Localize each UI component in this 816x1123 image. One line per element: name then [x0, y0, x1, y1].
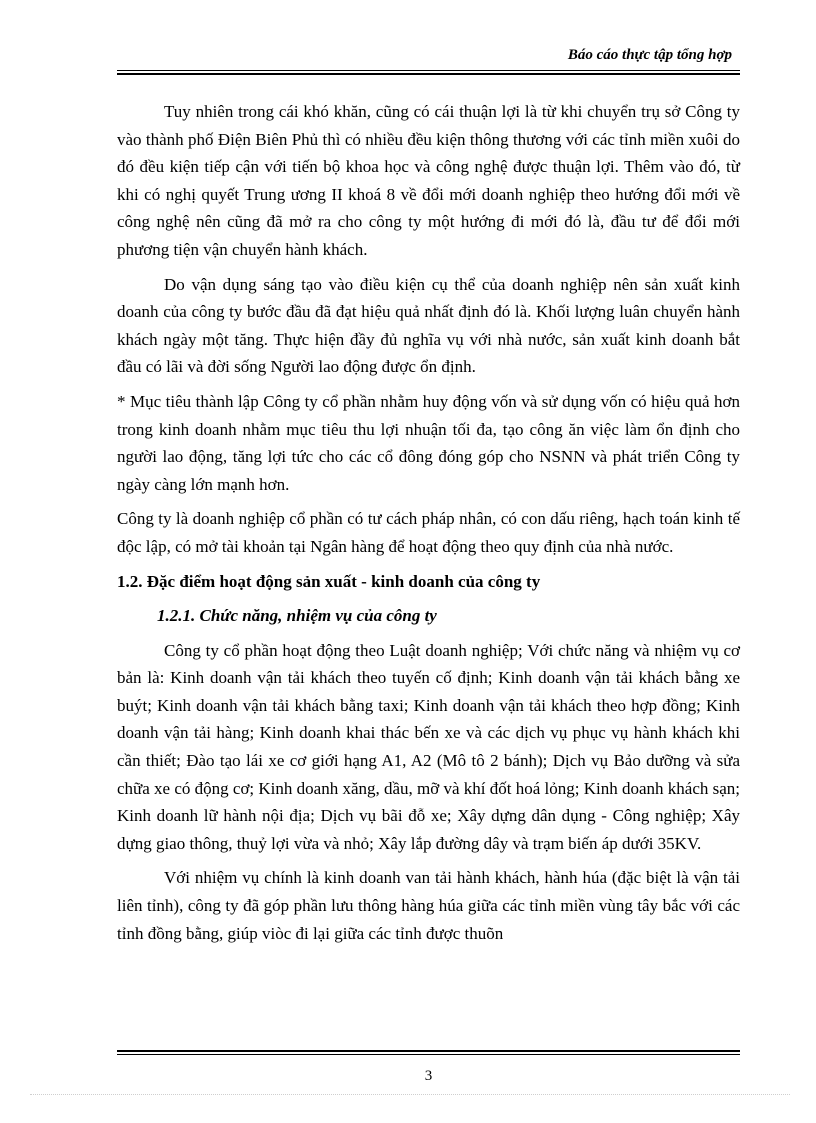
paragraph-1: Tuy nhiên trong cái khó khăn, cũng có cái thuận lợi là từ khi chuyển trụ sở Công ty vào thành phố Điện Biên Phủ thì có nhiều đều kiện thông thương với các tỉnh miền xuôi do đó đều kiện tiếp cận với tiến bộ khoa học và công nghệ được thuận lợi. Thêm vào đó, từ khi có nghị quyết Trung ương II khoá 8 về đổi mới doanh nghiệp theo hướng đổi mới về công nghệ nên cũng đã mở ra cho công ty một hướng đi mới đó là, đầu tư để đổi mới phương tiện vận chuyển hành khách.	[117, 102, 740, 259]
subsection-heading-1-2-1: 1.2.1. Chức năng, nhiệm vụ của công ty	[157, 606, 437, 626]
paragraph-5: Công ty cổ phần hoạt động theo Luật doanh nghiệp; Với chức năng và nhiệm vụ cơ bản là: Kinh doanh vận tải khách theo tuyến cố định; Kinh doanh vận tải khách bằng xe buýt; Kinh doanh vận tải khách bằng taxi; Kinh doanh vận tải khách theo hợp đồng; Kinh doanh vận tải hàng; Kinh doanh khai thác bến xe và các dịch vụ phục vụ hành khách khi cần thiết; Đào tạo lái xe cơ giới hạng A1, A2 (Mô tô 2 bánh); Dịch vụ Bảo dưỡng và sửa chữa xe có động cơ; Kinh doanh xăng, dầu, mỡ và khí đốt hoá lỏng; Kinh doanh khách sạn; Kinh doanh lữ hành nội địa; Dịch vụ bãi đỗ xe; Xây dựng dân dụng - Công nghiệp; Xây dựng giao thông, thuỷ lợi vừa và nhỏ; Xây lắp đường dây và trạm biến áp dưới 35KV.	[117, 640, 741, 853]
header-rule-top	[117, 70, 740, 71]
section-heading-1-2: 1.2. Đặc điểm hoạt động sản xuất - kinh doanh của công ty	[117, 571, 541, 591]
body-text	[117, 98, 740, 954]
paragraph-6: Với nhiệm vụ chính là kinh doanh van tải hành khách, hành húa (đặc biệt là vận tải liên tỉnh), công ty đã góp phần lưu thông hàng húa giữa các tỉnh miền vùng tây bắc với các tỉnh đồng bằng, giúp viòc đi lại giữa các tỉnh được thuõn	[117, 868, 740, 943]
page-edge-divider	[30, 1094, 790, 1095]
footer-rule-top	[117, 1050, 740, 1052]
header-title: Báo cáo thực tập tổng hợp	[567, 47, 732, 63]
paragraph-2: Do vận dụng sáng tạo vào điều kiện cụ thể của doanh nghiệp nên sản xuất kinh doanh của công ty bước đầu đã đạt hiệu quả nhất định đó là. Khối lượng luân chuyển hành khách ngày một tăng. Thực hiện đầy đủ nghĩa vụ với nhà nước, sản xuất kinh doanh bắt đầu có lãi và đời sống Người lao động được ổn định.	[117, 274, 740, 377]
page-number: 3	[424, 1068, 433, 1084]
paragraph-4: Công ty là doanh nghiệp cổ phần có tư cách pháp nhân, có con dấu riêng, hạch toán kinh tế độc lập, có mở tài khoản tại Ngân hàng để hoạt động theo quy định của nhà nước.	[117, 509, 740, 556]
footer-rule-bottom	[117, 1054, 740, 1055]
header-rule-bottom	[117, 73, 740, 75]
paragraph-3: * Mục tiêu thành lập Công ty cổ phần nhằm huy động vốn và sử dụng vốn có hiệu quả hơn trong kinh doanh nhằm mục tiêu thu lợi nhuận tối đa, tạo công ăn việc làm ổn định cho người lao động, tăng lợi tức cho các cổ đông đóng góp cho NSNN và phát triển Công ty ngày càng lớn mạnh hơn.	[117, 391, 740, 494]
